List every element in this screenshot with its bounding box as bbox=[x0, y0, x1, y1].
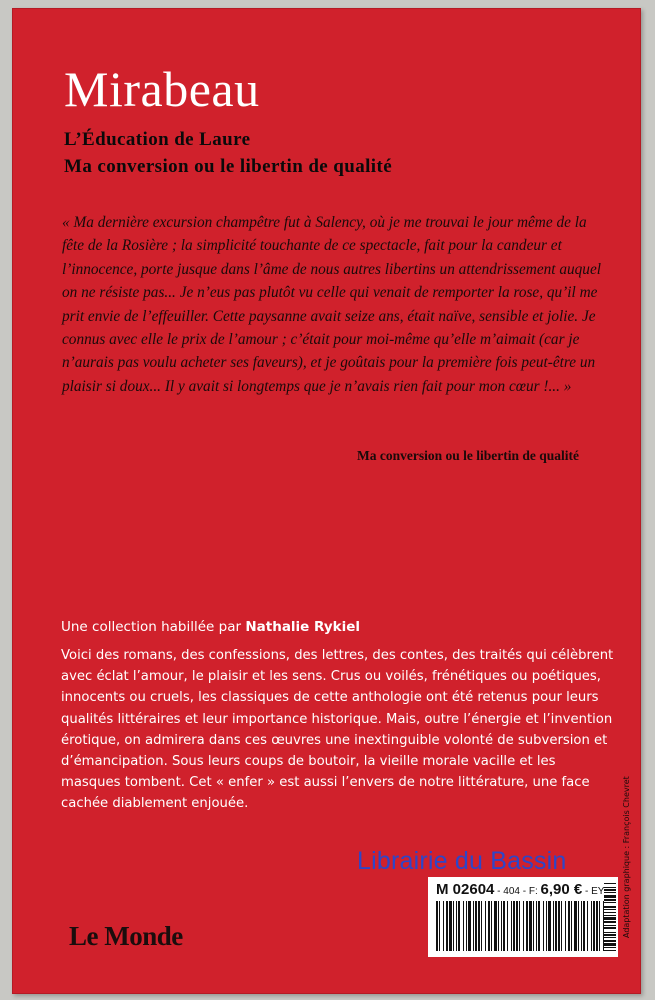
barcode-bar bbox=[593, 901, 595, 951]
excerpt-source: Ma conversion ou le libertin de qualité bbox=[357, 448, 579, 463]
excerpt-quote: « Ma dernière excursion champêtre fut à Salency, où je me trouvai le jour même de la fête de la Rosière ; la simplicité touchante de ce spectacle, fait pour la candeur et l’innocence, porte jusque dans l’âme de nous autres libertins un attendrissement auquel on ne résiste pas... Je n’eus pas plutôt vu celle qui venait de remporter la rose, qu’il me prit envie de l’effeuiller. Cette paysanne avait seize ans, était naïve, sensible et jolie. Je connus avec elle le prix de l’amour ; c’était pour moi-même qu’elle m’aimait (car je n’aurais pas voulu acheter ses faveurs), et je goûtais pour la première fois peut-être un plaisir si doux... Il y avait si longtemps que je n’avais rien fait pour mon cœur !... » bbox=[62, 214, 601, 395]
barcode-side-bar bbox=[604, 917, 616, 920]
book-back-cover bbox=[12, 8, 641, 994]
barcode-icon bbox=[436, 901, 604, 951]
barcode-bar bbox=[533, 901, 534, 951]
barcode-bar bbox=[583, 901, 585, 951]
barcode-bar bbox=[578, 901, 579, 951]
barcode-bar bbox=[581, 901, 582, 951]
barcode-bar bbox=[587, 901, 588, 951]
barcode-bar bbox=[543, 901, 544, 951]
barcode-side-bar bbox=[604, 887, 616, 888]
barcode-side-bar bbox=[604, 921, 616, 923]
barcode-bar bbox=[591, 901, 592, 951]
collection-prefix: Une collection habillée par bbox=[61, 619, 246, 635]
barcode-bar bbox=[526, 901, 528, 951]
barcode-bar bbox=[468, 901, 471, 951]
barcode-bar bbox=[553, 901, 554, 951]
barcode-side-bar bbox=[604, 883, 616, 884]
barcode-bar bbox=[443, 901, 444, 951]
barcode-bar bbox=[519, 901, 520, 951]
barcode-bar bbox=[555, 901, 557, 951]
barcode-bar bbox=[568, 901, 570, 951]
barcode-bar bbox=[446, 901, 448, 951]
collection-line bbox=[61, 619, 360, 635]
barcode-bar bbox=[436, 901, 438, 951]
barcode-bar bbox=[513, 901, 515, 951]
blurb-text: Voici des romans, des confessions, des lettres, des contes, des traités qui célèbrent avec éclat l’amour, le plaisir et les sens. Crus ou voilés, frénétiques ou poétiques, innocents ou cruels, les classiques de cette anthologie ont été retenus pour leurs qualités littéraires et leur importance historique. Mais, outre l’énergie et l’invention érotique, on admirera dans ces œuvres une inextinguible volonté de subversion et d’émancipation. Sous leurs coups de boutoir, la vieille morale vacille et les masques tombent. Cet « enfer » est aussi l’envers de notre littérature, une face cachée diablement enjouée. bbox=[61, 648, 614, 812]
barcode-side-bar bbox=[604, 937, 616, 938]
title-line-2: Ma conversion ou le libertin de qualité bbox=[64, 156, 393, 177]
price-value: 6,90 € bbox=[540, 881, 583, 898]
barcode-side-bar bbox=[604, 932, 616, 933]
price-code-separator: - 404 - F: bbox=[494, 886, 541, 897]
barcode-bar bbox=[507, 901, 508, 951]
barcode-side-bar bbox=[604, 899, 616, 901]
barcode-bar bbox=[565, 901, 566, 951]
barcode-side-bar bbox=[604, 950, 616, 951]
barcode-bar bbox=[488, 901, 490, 951]
barcode-side-bar bbox=[604, 947, 616, 948]
book-titles bbox=[64, 126, 392, 180]
price-code bbox=[436, 881, 604, 899]
barcode-bar bbox=[475, 901, 477, 951]
barcode-side-bar bbox=[604, 895, 616, 898]
author-name: Mirabeau bbox=[64, 61, 260, 117]
barcode-bar bbox=[529, 901, 532, 951]
collection-designer: Nathalie Rykiel bbox=[245, 619, 361, 635]
barcode-bar bbox=[503, 901, 505, 951]
barcode-side-bar bbox=[604, 902, 616, 903]
barcode-bar bbox=[599, 901, 600, 951]
barcode-bar bbox=[571, 901, 572, 951]
barcode-side-bar bbox=[604, 934, 616, 936]
barcode-bar bbox=[491, 901, 492, 951]
barcode-bar bbox=[523, 901, 524, 951]
barcode-side-icon bbox=[604, 883, 616, 953]
barcode-bar bbox=[546, 901, 547, 951]
barcode-bar bbox=[511, 901, 512, 951]
barcode-bar bbox=[473, 901, 474, 951]
barcode-bar bbox=[574, 901, 577, 951]
barcode-side-bar bbox=[604, 943, 616, 946]
barcode-bar bbox=[449, 901, 452, 951]
barcode-bar bbox=[439, 901, 440, 951]
barcode-bar bbox=[466, 901, 467, 951]
barcode-bar bbox=[538, 901, 540, 951]
barcode-bar bbox=[458, 901, 460, 951]
barcode-label bbox=[428, 877, 618, 957]
design-credit: Adaptation graphique : François Chevret bbox=[622, 776, 631, 938]
barcode-bar bbox=[548, 901, 551, 951]
barcode-bar bbox=[478, 901, 480, 951]
barcode-bar bbox=[536, 901, 537, 951]
barcode-bar bbox=[561, 901, 562, 951]
barcode-side-bar bbox=[604, 892, 616, 893]
publisher-logo: Le Monde bbox=[69, 921, 183, 951]
barcode-bar bbox=[463, 901, 464, 951]
barcode-bar bbox=[485, 901, 486, 951]
price-suffix: - EY bbox=[582, 886, 605, 897]
barcode-bar bbox=[596, 901, 598, 951]
product-code: M 02604 bbox=[436, 881, 495, 898]
barcode-side-bar bbox=[604, 889, 616, 891]
barcode-side-bar bbox=[604, 906, 616, 908]
barcode-side-bar bbox=[604, 909, 616, 910]
barcode-bar bbox=[494, 901, 497, 951]
barcode-bar bbox=[498, 901, 499, 951]
barcode-side-bar bbox=[604, 912, 616, 913]
barcode-bar bbox=[481, 901, 482, 951]
barcode-bar bbox=[453, 901, 454, 951]
barcode-bar bbox=[456, 901, 457, 951]
barcode-side-bar bbox=[604, 915, 616, 916]
title-line-1: L’Éducation de Laure bbox=[64, 129, 251, 150]
barcode-bar bbox=[516, 901, 518, 951]
barcode-side-bar bbox=[604, 925, 616, 926]
barcode-bar bbox=[501, 901, 502, 951]
barcode-side-bar bbox=[604, 940, 616, 942]
barcode-bar bbox=[558, 901, 560, 951]
barcode-side-bar bbox=[604, 927, 616, 929]
bookshop-watermark: Librairie du Bassin bbox=[357, 847, 567, 875]
